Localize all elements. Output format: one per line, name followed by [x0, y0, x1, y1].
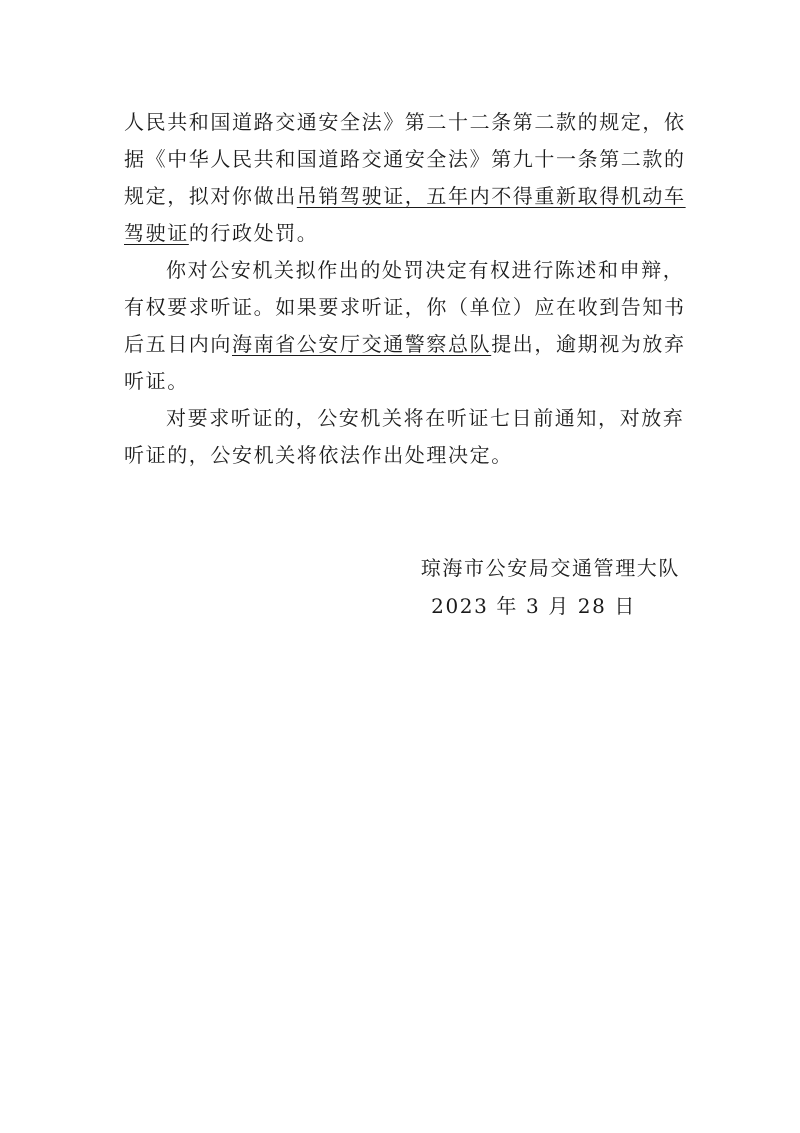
document-body: [124, 104, 690, 474]
paragraph-hearing-rights: [124, 252, 690, 400]
paragraph-legal-basis: [124, 104, 690, 252]
paragraph-1-text-b: 的行政处罚。: [188, 221, 319, 245]
penalty-underlined-text: 吊销驾驶证，五年内不得重新取得机动车驾驶证: [124, 184, 686, 245]
paragraph-1-text-a: 人民共和国道路交通安全法》第二十二条第二款的规定，依据《中华人民共和国道路交通安全法》第九十一条第二款的规定，拟对你做出: [124, 110, 686, 208]
issue-date: 2023 年 3 月 28 日: [431, 594, 636, 618]
paragraph-hearing-notice: 对要求听证的，公安机关将在听证七日前通知，对放弃听证的，公安机关将依法作出处理决定。: [124, 406, 685, 467]
issuer-name: 琼海市公安局交通管理大队: [420, 556, 680, 580]
authority-underlined-text: 海南省公安厅交通警察总队: [232, 332, 492, 356]
paragraph-2-text-b: 提出，逾期视为放弃听证。: [124, 332, 686, 393]
signature-block: [421, 549, 680, 625]
paragraph-2-text-a: 你对公安机关拟作出的处罚决定有权进行陈述和申辩，有权要求听证。如果要求听证，你（单位）应在收到告知书后五日内向: [124, 258, 686, 356]
